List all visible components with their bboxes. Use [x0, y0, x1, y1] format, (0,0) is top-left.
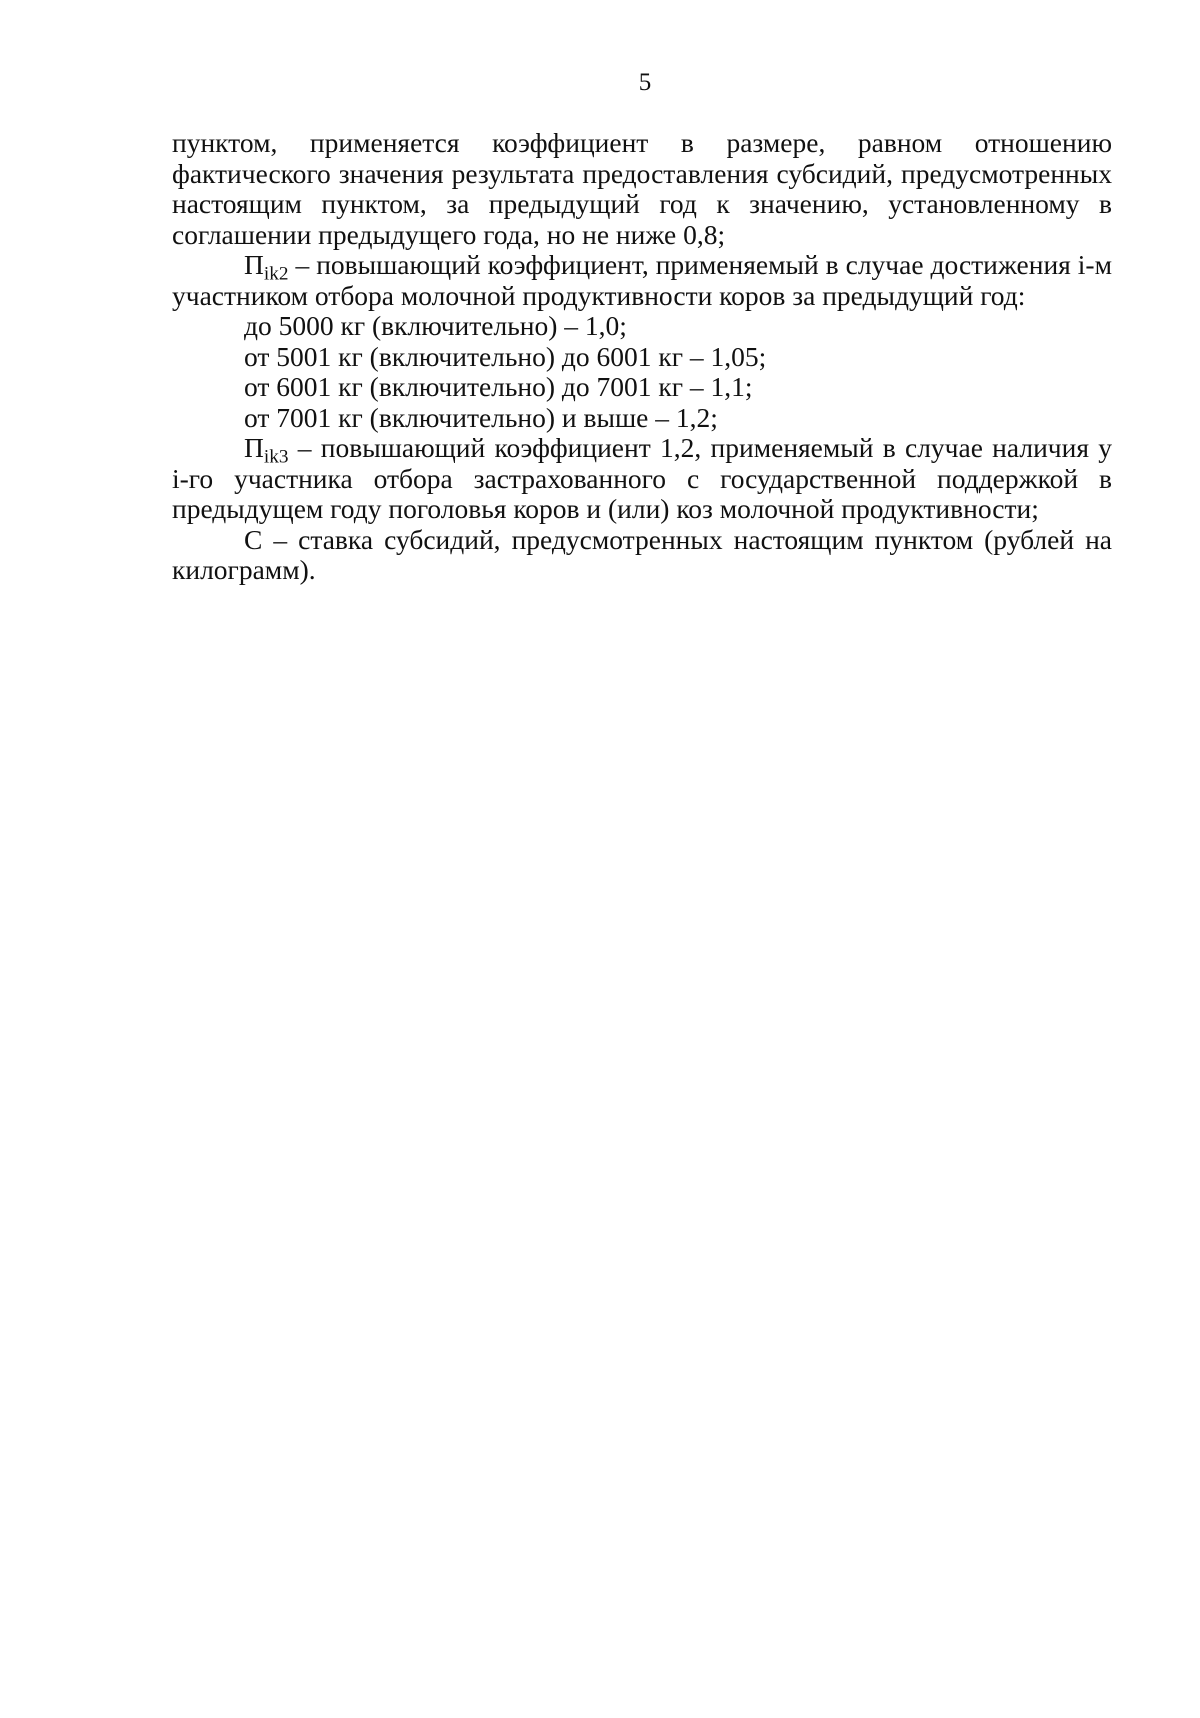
- symbol-letter: П: [244, 249, 264, 280]
- paragraph-text: – повышающий коэффициент, применяемый в случае достижения i-м участником отбора молочной продуктивности коров за предыдущий год:: [172, 249, 1112, 311]
- list-item: от 6001 кг (включительно) до 7001 кг – 1,1;: [244, 371, 753, 402]
- coefficient-symbol-pik2: [244, 249, 289, 285]
- page-number: 5: [638, 69, 652, 96]
- paragraph-continuation: пунктом, применяется коэффициент в размере, равном отношению фактического значения результата предоставления субсидий, предусмотренных настоящим пунктом, за предыдущий год к значению, установленному в соглашении предыдущего года, но не ниже 0,8;: [172, 127, 1112, 250]
- paragraph-rate: С – ставка субсидий, предусмотренных настоящим пунктом (рублей на килограмм).: [172, 523, 1112, 585]
- symbol-subscript: ik3: [263, 446, 289, 468]
- paragraph-pik3: [172, 433, 1112, 525]
- document-body: [172, 128, 1112, 586]
- list-item: от 5001 кг (включительно) до 6001 кг – 1,05;: [244, 340, 767, 372]
- coefficient-symbol-pik3: [244, 432, 289, 468]
- symbol-subscript: ik2: [263, 263, 289, 285]
- symbol-letter: П: [244, 432, 264, 463]
- list-item: от 7001 кг (включительно) и выше – 1,2;: [244, 401, 718, 433]
- list-item: до 5000 кг (включительно) – 1,0;: [244, 310, 627, 341]
- paragraph-text: – повышающий коэффициент 1,2, применяемый в случае наличия у i-го участника отбора застрахованного с государственной поддержкой в предыдущем году поголовья коров и (или) коз молочной продуктивности;: [172, 432, 1112, 524]
- paragraph-pik2: [172, 250, 1112, 311]
